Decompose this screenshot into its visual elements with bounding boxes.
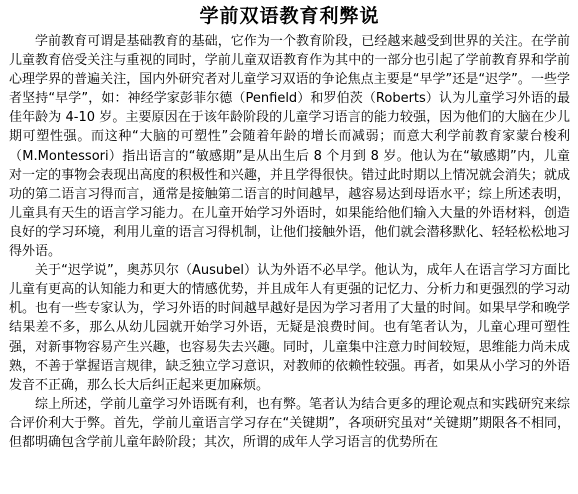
paragraph-early-learning: 学前教育可谓是基础教育的基础，它作为一个教育阶段，已经越来越受到世界的关注。在学前儿童教育倍受关注与重视的同时，学前儿童双语教育作为其中的一部分也引起了学前教育界和学前心理学界的普遍关注，国内外研究者对儿童学习双语的争论焦点主要是“早学”还是“迟学”。一些学者坚持“早学”，如：神经学家彭菲尔德（Penfield）和罗伯茨（Roberts）认为儿童学习外语的最佳年龄为 4-10 岁。主要原因在于该年龄阶段的儿童学习语言的能力较强，因为他们的大脑在少儿期可塑性强。而这种“大脑的可塑性”会随着年龄的增长而减弱；而意大利学前教育家蒙台梭利（M.Montessori）指出语言的“敏感期”是从出生后 8 个月到 8 岁。他认为在“敏感期”内，儿童对一定的事物会表现出高度的积极性和兴趣，并且学得很快。错过此时期以上情况就会消失；就成功的第二语言习得而言，通常是接触第二语言的时间越早，越容易达到母语水平；综上所述表明，儿童具有天生的语言学习能力。在儿童开始学习外语时，如果能给他们输入大量的外语材料，创造良好的学习环境，利用儿童的语言习得机制，让他们接触外语，他们就会潜移默化、轻轻松松地习得外语。 [9,34,570,260]
document-title: 学前双语教育利弊说 [199,5,380,27]
paragraph-summary: 综上所述，学前儿童学习外语既有利，也有弊。笔者认为结合更多的理论观点和实践研究来综合评价利大于弊。首先，学前儿童语言学习存在“关键期”，各项研究虽对“关键期”期限各不相同，但都明确包含学前儿童年龄阶段；其次，所谓的成年人学习语言的优势所在 [9,396,570,450]
paragraph-late-learning: 关于“迟学说”，奥苏贝尔（Ausubel）认为外语不必早学。他认为，成年人在语言学习方面比儿童有更高的认知能力和更大的情感优势，并且成年人有更强的记忆力、分析力和更强烈的学习动机。也有一些专家认为，学习外语的时间越早越好是因为学习者用了大量的时间。如果早学和晚学结果差不多，那么从幼儿园就开始学习外语，无疑是浪费时间。也有笔者认为，儿童心理可塑性强，对新事物容易产生兴趣，也容易失去兴趣。同时，儿童集中注意力时间较短，思维能力尚未成熟，不善于掌握语言规律，缺乏独立学习意识，对教师的依赖性较强。再者，如果从小学习的外语发音不正确，那么长大后纠正起来更加麻烦。 [9,263,570,393]
